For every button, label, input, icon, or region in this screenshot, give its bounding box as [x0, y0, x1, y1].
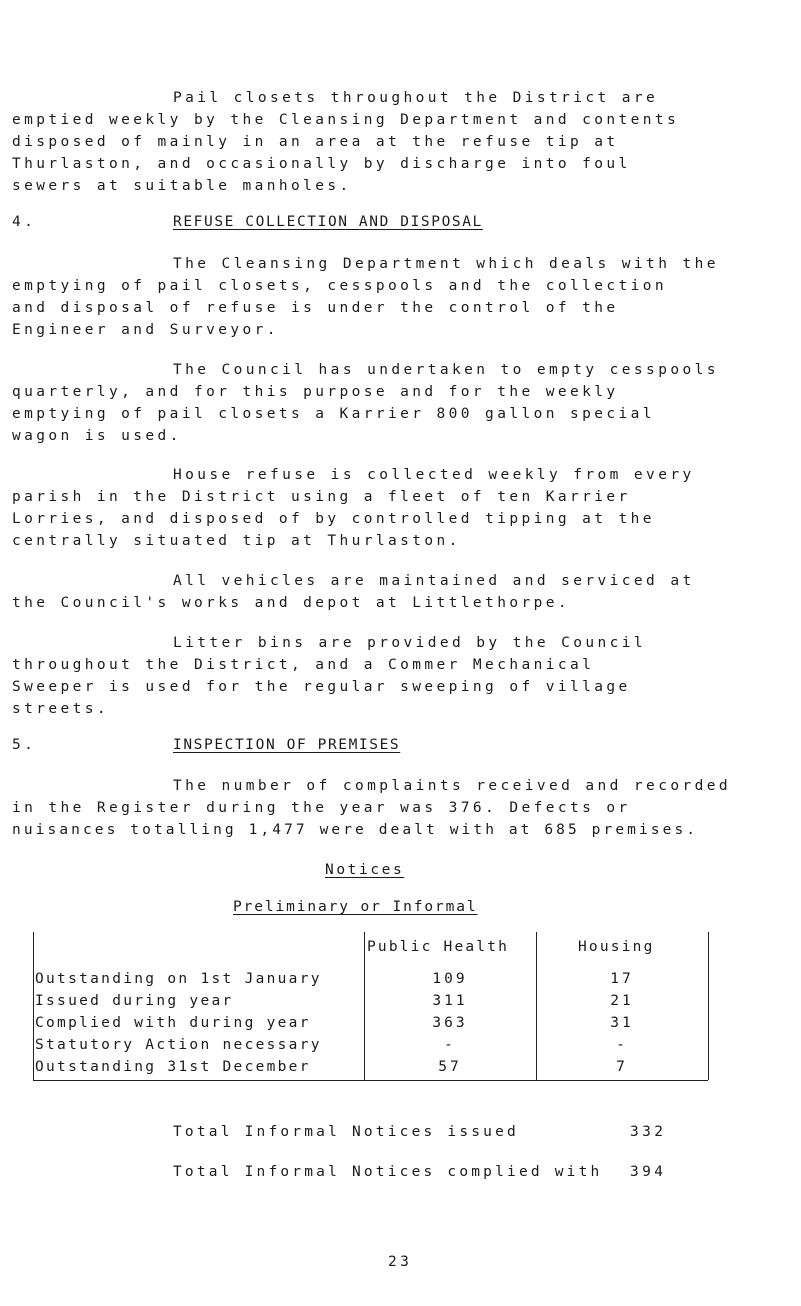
paragraph-line: nuisances totalling 1,477 were dealt with at 685 premises.: [12, 822, 699, 838]
cell-housing: 7: [616, 1059, 628, 1075]
paragraph-line: Litter bins are provided by the Council: [173, 635, 647, 651]
paragraph-line: House refuse is collected weekly from every: [173, 467, 695, 483]
row-label: Issued during year: [35, 993, 234, 1009]
paragraph-line: centrally situated tip at Thurlaston.: [12, 533, 461, 549]
paragraph-line: streets.: [12, 701, 110, 717]
paragraph-line: parish in the District using a fleet of ten Karrier: [12, 489, 631, 505]
paragraph-line: emptying of pail closets a Karrier 800 gallon special: [12, 406, 655, 422]
section-heading: REFUSE COLLECTION AND DISPOSAL: [173, 214, 483, 230]
paragraph-line: Lorries, and disposed of by controlled tipping at the: [12, 511, 655, 527]
table-border-left: [33, 932, 34, 1080]
total-value: 394: [630, 1164, 667, 1180]
paragraph-line: emptying of pail closets, cesspools and the collection: [12, 278, 668, 294]
intro-line: sewers at suitable manholes.: [12, 178, 352, 194]
table-border-bottom: [33, 1080, 708, 1081]
paragraph-line: and disposal of refuse is under the control of the: [12, 300, 619, 316]
row-label: Outstanding on 1st January: [35, 971, 322, 987]
paragraph-line: in the Register during the year was 376. Defects or: [12, 800, 631, 816]
section-number: 5.: [12, 737, 37, 753]
col-header-housing: Housing: [578, 939, 655, 955]
paragraph-line: The Council has undertaken to empty cesspools: [173, 362, 719, 378]
cell-public-health: -: [444, 1037, 456, 1053]
paragraph-line: wagon is used.: [12, 428, 182, 444]
cell-public-health: 363: [432, 1015, 468, 1031]
section-heading: INSPECTION OF PREMISES: [173, 737, 401, 753]
notices-heading: Notices: [325, 862, 405, 878]
col-header-public-health: Public Health: [367, 939, 510, 955]
cell-housing: 21: [610, 993, 634, 1009]
cell-public-health: 109: [432, 971, 468, 987]
intro-line: Pail closets throughout the District are: [173, 90, 659, 106]
table-border-right: [708, 932, 709, 1080]
total-label: Total Informal Notices complied with: [173, 1164, 603, 1180]
intro-line: disposed of mainly in an area at the refuse tip at: [12, 134, 619, 150]
paragraph-line: throughout the District, and a Commer Mechanical: [12, 657, 595, 673]
row-label: Outstanding 31st December: [35, 1059, 311, 1075]
paragraph-line: the Council's works and depot at Littlethorpe.: [12, 595, 570, 611]
paragraph-line: The Cleansing Department which deals with the: [173, 256, 719, 272]
row-label: Statutory Action necessary: [35, 1037, 322, 1053]
section-number: 4.: [12, 214, 37, 230]
paragraph-line: All vehicles are maintained and serviced at: [173, 573, 695, 589]
paragraph-line: The number of complaints received and recorded: [173, 778, 731, 794]
cell-housing: 17: [610, 971, 634, 987]
total-value: 332: [630, 1124, 667, 1140]
page-number: 23: [388, 1254, 413, 1270]
total-label: Total Informal Notices issued: [173, 1124, 519, 1140]
cell-public-health: 57: [438, 1059, 462, 1075]
cell-housing: 31: [610, 1015, 634, 1031]
paragraph-line: quarterly, and for this purpose and for the weekly: [12, 384, 619, 400]
intro-line: emptied weekly by the Cleansing Department and contents: [12, 112, 680, 128]
cell-public-health: 311: [432, 993, 468, 1009]
row-label: Complied with during year: [35, 1015, 311, 1031]
cell-housing: -: [616, 1037, 628, 1053]
paragraph-line: Engineer and Surveyor.: [12, 322, 279, 338]
paragraph-line: Sweeper is used for the regular sweeping of village: [12, 679, 631, 695]
notices-subheading: Preliminary or Informal: [233, 899, 478, 915]
intro-line: Thurlaston, and occasionally by discharge into foul: [12, 156, 631, 172]
